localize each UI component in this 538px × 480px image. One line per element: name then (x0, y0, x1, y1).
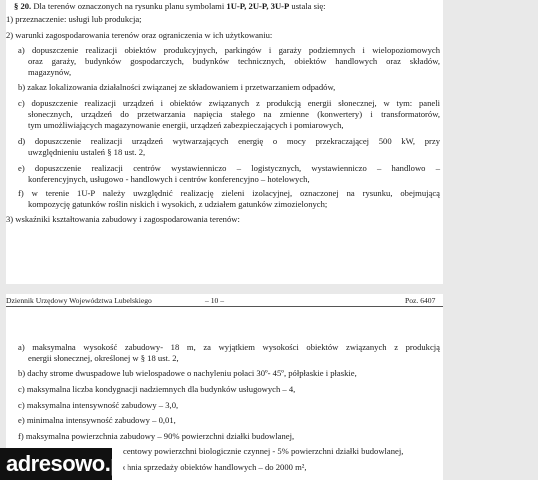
text-segment: energii słonecznej, określonej w § 18 ust. 2, (28, 353, 179, 363)
item-2d-line-2 (28, 147, 145, 158)
item-3d (18, 400, 178, 411)
item-3-indicators (6, 214, 240, 225)
text-segment: centowy powierzchni biologicznie czynnej - 5% powierzchni działki budowlanej, (123, 446, 404, 456)
item-2c-line-1 (18, 98, 440, 109)
text-segment: c) maksymalna liczba kondygnacji nadziemnych dla budynków usługowych – 4, (18, 384, 296, 394)
item-3c (18, 384, 295, 395)
item-2a-line-1 (18, 45, 440, 56)
item-2d-line-1 (18, 136, 440, 147)
item-3h-partial (123, 462, 306, 473)
text-segment: c) dopuszczenie realizacji urządzeń i obiektów związanych z produkcją energii słonecznej, w tym: paneli (18, 98, 440, 108)
text-segment: tym umożliwiających magazynowanie energii, urządzeń zabezpieczających i pomiarowych, (28, 120, 344, 130)
item-2f-line-1 (18, 188, 440, 199)
text-segment: 2) warunki zagospodarowania terenów oraz ograniczenia w ich użytkowaniu: (6, 30, 273, 40)
item-2f-line-2 (28, 199, 327, 210)
text-segment: f) w terenie 1U-P należy uwzględnić realizację zieleni izolacyjnej, oznaczonej na rysunku, obejmującą (18, 188, 440, 198)
journal-title: Dziennik Urzędowy Województwa Lubelskiego (6, 296, 152, 305)
text-segment: chnia sprzedaży obiektów handlowych – do 2000 m², (123, 462, 307, 472)
text-segment: uwzględnieniu ustaleń § 18 ust. 2, (28, 147, 146, 157)
item-2b (18, 82, 335, 93)
item-2e-line-2 (28, 174, 310, 185)
text-segment: Dla terenów oznaczonych na rysunku planu symbolami (31, 1, 227, 11)
text-segment: słonecznych, urządzeń do przetwarzania napięcia stałego na zmienne (konwertery) i transformatorów, (28, 109, 440, 119)
text-segment: 1) przeznaczenie: usługi lub produkcja; (6, 14, 142, 24)
adresowo-logo: adresowo.pl (0, 448, 112, 480)
page-number: – 10 – (205, 296, 224, 305)
item-2e-line-1 (18, 163, 440, 174)
item-1-purpose (6, 14, 142, 25)
item-3f (18, 431, 294, 442)
text-segment: konferencyjnych, usługowo - handlowych i centrów konferencyjno – hotelowych, (28, 174, 310, 184)
header-rule (6, 306, 443, 307)
text-segment: f) maksymalna powierzchnia zabudowy – 90% powierzchni działki budowlanej, (18, 431, 295, 441)
document-page-top (6, 0, 443, 284)
paragraph-20-heading (14, 1, 326, 12)
item-3g-partial (123, 446, 403, 457)
text-segment: a) maksymalna wysokość zabudowy- 18 m, za wyjątkiem wysokości obiektów związanych z produkcją (18, 342, 440, 352)
text-segment: b) dachy strome dwuspadowe lub wielospadowe o nachyleniu połaci 30º- 45º, półpłaskie i płaskie, (18, 368, 357, 378)
text-segment: e) dopuszczenie realizacji centrów wystawienniczo – logistycznych, wystawienniczo – handlowo – (18, 163, 440, 173)
text-segment: oraz garaży, budynków gospodarczych, budynków technicznych, obiektów handlowych oraz składów, (28, 56, 440, 66)
text-segment: c) maksymalna intensywność zabudowy – 3,0, (18, 400, 179, 410)
item-2a-line-2 (28, 56, 440, 67)
item-3e (18, 415, 176, 426)
text-segment: ustala się: (289, 1, 326, 11)
text-segment: kompozycję gatunków roślin niskich i wysokich, z udziałem gatunków zimozielonych; (28, 199, 328, 209)
item-2c-line-3 (28, 120, 344, 131)
text-segment: d) dopuszczenie realizacji urządzeń wytwarzających energię o mocy przekraczającej 500 kW, przy (18, 136, 440, 146)
text-segment: e) minimalna intensywność zabudowy – 0,01, (18, 415, 176, 425)
bold-text-segment: § 20. (14, 1, 32, 11)
text-segment: magazynów, (28, 67, 72, 77)
text-segment: 3) wskaźniki kształtowania zabudowy i zagospodarowania terenów: (6, 214, 240, 224)
text-segment: a) dopuszczenie realizacji obiektów produkcyjnych, parkingów i garaży podziemnych i wielopoziomowych (18, 45, 440, 55)
item-2a-line-3 (28, 67, 71, 78)
position-number: Poz. 6407 (405, 296, 436, 305)
item-3b (18, 368, 357, 379)
item-2-conditions (6, 30, 272, 41)
item-3a-line-2 (28, 353, 179, 364)
item-2c-line-2 (28, 109, 440, 120)
item-3a-line-1 (18, 342, 440, 353)
text-segment: b) zakaz lokalizowania działalności związanej ze składowaniem i przetwarzaniem odpadów, (18, 82, 336, 92)
bold-text-segment: 1U-P, 2U-P, 3U-P (226, 1, 290, 11)
